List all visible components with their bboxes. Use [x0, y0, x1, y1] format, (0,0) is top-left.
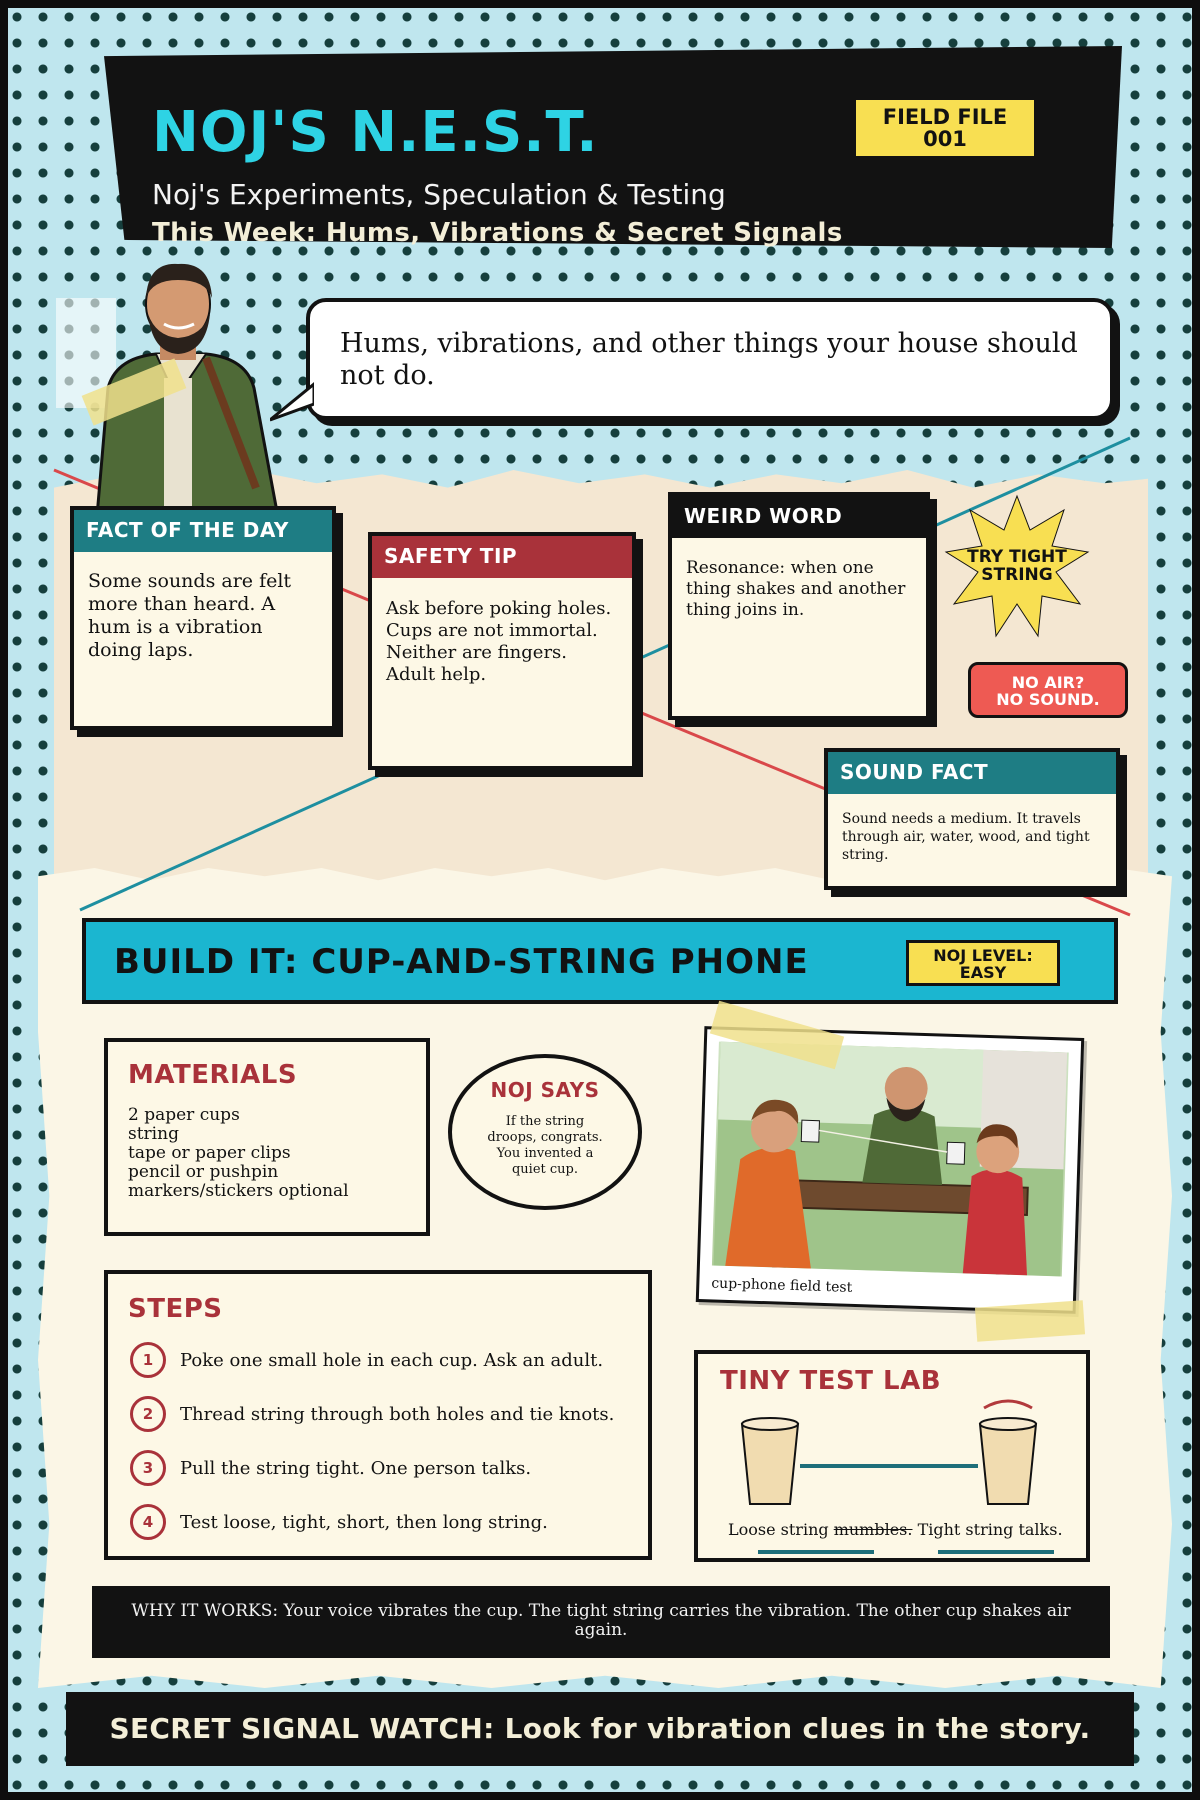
lab-title: TINY TEST LAB — [720, 1366, 942, 1396]
noj-character-illustration — [56, 258, 288, 528]
speech-bubble: Hums, vibrations, and other things your house should not do. — [306, 298, 1114, 420]
fact-card-body: Some sounds are felt more than heard. A hum is a vibration doing laps. — [88, 570, 292, 661]
list-item — [130, 1448, 531, 1488]
noj-says-bubble — [448, 1054, 642, 1210]
list-item — [130, 1394, 614, 1434]
brand-subtitle: Noj's Experiments, Speculation & Testing — [152, 178, 726, 211]
fact-of-the-day-card — [70, 506, 336, 730]
materials-box — [104, 1038, 430, 1236]
no-air-line-2: NO SOUND. — [996, 690, 1100, 709]
build-it-title: BUILD IT: CUP-AND-STRING PHONE — [114, 942, 809, 982]
fact-card-title: FACT OF THE DAY — [74, 510, 332, 552]
noj-level-label: NOJ LEVEL: — [933, 946, 1033, 965]
safety-card-title: SAFETY TIP — [372, 536, 632, 578]
why-it-works-banner: WHY IT WORKS: Your voice vibrates the cup. The tight string carries the vibration. The other cup shakes air again. — [92, 1586, 1110, 1658]
right-cup-icon — [980, 1424, 1036, 1504]
no-air-line-1: NO AIR? — [1011, 673, 1085, 692]
tiny-test-lab-box — [694, 1350, 1090, 1562]
lab-underline-right — [938, 1550, 1054, 1554]
materials-list — [128, 1106, 406, 1201]
list-item — [130, 1340, 603, 1380]
field-file-number: 001 — [923, 127, 967, 151]
sound-wave-icon — [984, 1401, 1032, 1408]
lab-caption — [728, 1520, 1063, 1539]
step-text: Poke one small hole in each cup. Ask an adult. — [180, 1349, 604, 1371]
step-text: Test loose, tight, short, then long string. — [180, 1511, 548, 1533]
step-text: Pull the string tight. One person talks. — [180, 1457, 532, 1479]
noj-says-body: If the string droops, congrats. You invented a quiet cup. — [487, 1114, 603, 1177]
field-test-photo-frame — [696, 1026, 1084, 1314]
noj-level-badge — [906, 940, 1060, 986]
step-number: 4 — [130, 1504, 166, 1540]
no-air-badge — [968, 662, 1128, 718]
step-text: Thread string through both holes and tie knots. — [180, 1403, 615, 1425]
list-item: tape or paper clips — [128, 1143, 291, 1163]
lab-underline-left — [758, 1550, 874, 1554]
step-number: 3 — [130, 1450, 166, 1486]
materials-title: MATERIALS — [128, 1060, 298, 1090]
noj-says-title: NOJ SAYS — [490, 1078, 600, 1102]
steps-box — [104, 1270, 652, 1560]
weird-card-body: Resonance: when one thing shakes and another thing joins in. — [686, 558, 906, 620]
starburst-text — [944, 548, 1090, 584]
sound-fact-card — [824, 748, 1120, 890]
cup-phone-diagram — [698, 1394, 1088, 1514]
list-item: pencil or pushpin — [128, 1162, 279, 1182]
field-test-photo — [712, 1042, 1069, 1277]
secret-signal-banner: SECRET SIGNAL WATCH: Look for vibration clues in the story. — [66, 1692, 1134, 1766]
field-file-label: FIELD FILE — [882, 105, 1008, 129]
safety-card-body: Ask before poking holes. Cups are not immortal. Neither are fingers. Adult help. — [386, 598, 612, 685]
weird-word-card — [668, 492, 930, 720]
lab-caption-struck: mumbles. — [833, 1520, 913, 1539]
list-item: string — [128, 1124, 179, 1144]
brand-title: NOJ'S N.E.S.T. — [152, 100, 599, 165]
safety-tip-card — [368, 532, 636, 770]
left-cup-icon — [742, 1424, 798, 1504]
step-number: 1 — [130, 1342, 166, 1378]
list-item — [130, 1502, 548, 1542]
steps-title: STEPS — [128, 1294, 223, 1324]
list-item: markers/stickers optional — [128, 1181, 349, 1201]
starburst-line-2: STRING — [981, 565, 1053, 585]
list-item: 2 paper cups — [128, 1105, 240, 1125]
sound-card-title: SOUND FACT — [828, 752, 1116, 794]
lab-caption-end: Tight string talks. — [912, 1520, 1063, 1539]
sound-card-body: Sound needs a medium. It travels through air, water, wood, and tight string. — [842, 811, 1090, 863]
week-topic: This Week: Hums, Vibrations & Secret Signals — [152, 218, 843, 248]
starburst-line-1: TRY TIGHT — [967, 547, 1067, 567]
weird-card-title: WEIRD WORD — [672, 496, 926, 538]
step-number: 2 — [130, 1396, 166, 1432]
photo-caption: cup-phone field test — [711, 1275, 853, 1296]
build-it-banner — [82, 918, 1118, 1004]
speech-bubble-tail — [270, 382, 314, 422]
lab-caption-start: Loose string — [728, 1520, 834, 1539]
noj-level-value: EASY — [959, 963, 1007, 982]
